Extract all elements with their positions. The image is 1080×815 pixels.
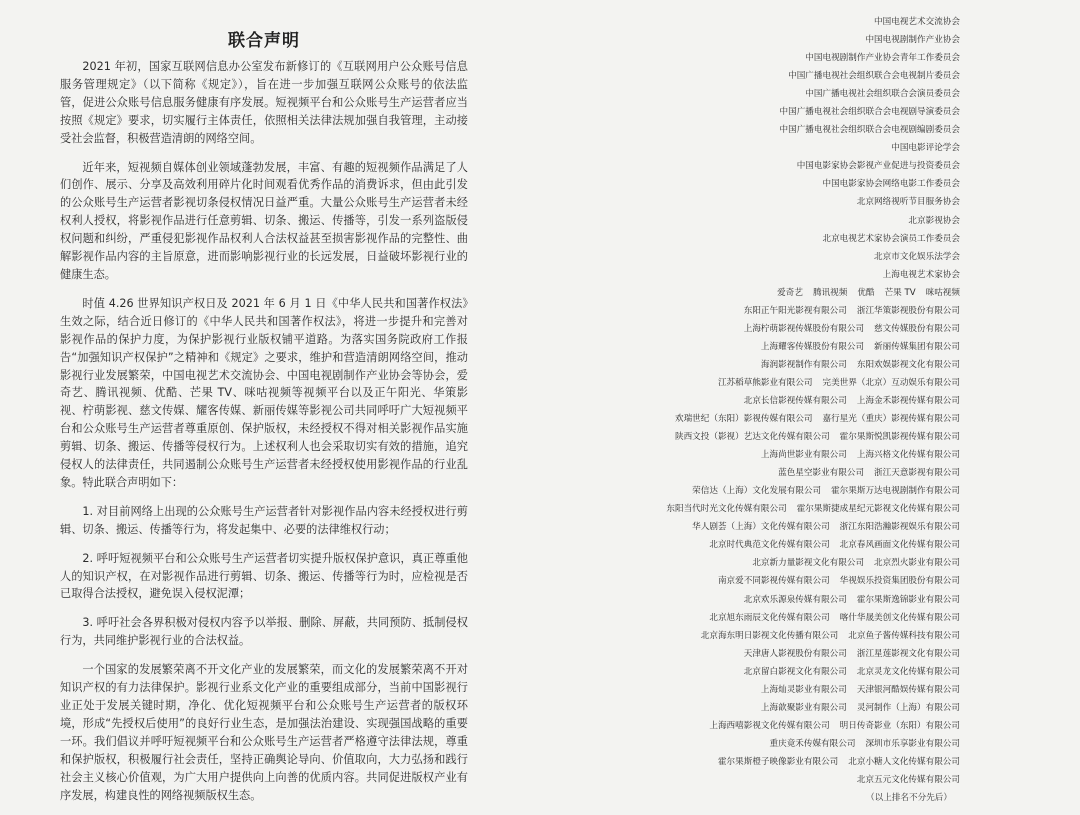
signatory-name: 霍尔果斯橙子映像影业有限公司 [717, 756, 839, 767]
ranking-note: （以上排名不分先后） [866, 793, 952, 803]
signatory-row [600, 175, 960, 193]
signatory-row [600, 302, 960, 320]
signatory-row [600, 85, 960, 103]
signatory-row [600, 428, 960, 446]
signatory-name: 北京留白影视文化有限公司 [743, 666, 847, 677]
signatory-name: 上海歆聚影业有限公司 [760, 702, 847, 713]
signatory-row [600, 320, 960, 338]
signatory-row [600, 266, 960, 284]
signatory-name: 上海金禾影视传媒有限公司 [856, 395, 960, 406]
signatory-row [600, 49, 960, 67]
signatory-name: 北京长信影视传媒有限公司 [743, 395, 847, 406]
signatory-name: 天津唐人影视股份有限公司 [743, 648, 847, 659]
signatory-name: 完美世界（北京）互动娱乐有限公司 [822, 377, 960, 388]
signatory-name: 北京烈火影业有限公司 [874, 558, 960, 569]
signatory-name: 浙江星莲影视文化有限公司 [856, 648, 960, 659]
signatory-name: 浙江华策影视股份有限公司 [856, 305, 960, 316]
signatory-row [600, 753, 960, 771]
signatory-row [600, 121, 960, 139]
signatory-name: 北京旭东雨辰文化传媒有限公司 [709, 612, 830, 623]
signatory-row [600, 13, 960, 31]
signatory-row [600, 681, 960, 699]
signatory-name: 腾讯视频 [812, 287, 848, 298]
signatory-row [600, 500, 960, 518]
signatory-name: 中国电视剧制作产业协会青年工作委员会 [805, 53, 960, 64]
signatory-name: 北京欢乐源泉传媒有限公司 [743, 594, 847, 605]
signatory-name: 北京市文化娱乐法学会 [874, 251, 960, 262]
signatory-name: 东阳当代时光文化传媒有限公司 [666, 504, 787, 515]
signatory-name: 江苏稻草熊影业有限公司 [717, 377, 813, 388]
signatory-name: 慈文传媒股份有限公司 [874, 323, 960, 334]
signatory-name: 北京电视艺术家协会演员工作委员会 [822, 233, 960, 244]
paragraph-intro: 2021 年初，国家互联网信息办公室发布新修订的《互联网用户公众账号信息服务管理规定》（以下简称《规定》），旨在进一步加强互联网公众账号的依法监管，促进公众账号信息服务健康有序发展。短视频平台和公众账号生产运营者应当按照《规定》要求，切实履行主体责任，依照相关法律法规加强自我管理，主动接受社会监督，积极营造清朗的网络空间。 [60, 60, 468, 145]
signatory-name: 上海兴格文化传媒有限公司 [856, 450, 960, 461]
signatory-row [600, 67, 960, 85]
signatory-name: 东阳正午阳光影视有限公司 [743, 305, 847, 316]
signatory-name: 喀什华晟美创文化传媒有限公司 [839, 612, 960, 623]
signatory-name: 中国电影评论学会 [891, 143, 960, 154]
statement-item-1: 1. 对目前网络上出现的公众账号生产运营者针对影视作品内容未经授权进行剪辑、切条、搬运、传播等行为，将发起集中、必要的法律维权行动； [60, 504, 468, 536]
signatory-name: 北京小糖人文化传媒有限公司 [848, 756, 960, 767]
signatory-name: 深圳市乐享影业有限公司 [865, 738, 960, 749]
signatory-list [600, 13, 960, 789]
signatory-row [600, 139, 960, 157]
signatory-name: 北京五元文化传媒有限公司 [856, 774, 960, 785]
signatory-row [600, 735, 960, 753]
signatory-row [600, 699, 960, 717]
signatory-name: 上海耀客传媒股份有限公司 [760, 341, 865, 352]
signatory-name: 上海尚世影业有限公司 [760, 450, 847, 461]
signatory-name: 嘉行星光（重庆）影视传媒有限公司 [822, 414, 960, 425]
signatory-name: 华视娱乐投资集团股份有限公司 [839, 576, 960, 587]
signatory-row [600, 464, 960, 482]
signatory-name: 霍尔果斯万达电视剧制作有限公司 [831, 486, 960, 497]
signatory-row [600, 663, 960, 681]
statement-item-2: 2. 呼吁短视频平台和公众账号生产运营者切实提升版权保护意识，真正尊重他人的知识产权，在对影视作品进行剪辑、切条、搬运、传播等行为时，应检视是否已取得合法授权，避免误入侵权泥潭； [60, 551, 468, 601]
signatory-row [600, 627, 960, 645]
signatory-name: 上海柠萌影视传媒股份有限公司 [743, 323, 865, 334]
signatory-name: 咪咕视频 [925, 287, 960, 298]
signatory-row [600, 103, 960, 121]
signatory-row [600, 31, 960, 49]
signatory-name: 陕西文投（影视）艺达文化传媒有限公司 [674, 432, 830, 443]
signatory-name: 东阳欢娱影视文化有限公司 [856, 359, 960, 370]
signatory-name: 重庆竟禾传媒有限公司 [769, 738, 856, 749]
signatory-name: 北京鱼子酱传媒科技有限公司 [848, 630, 960, 641]
signatory-name: 中国广播电视社会组织联合会电视剧导演委员会 [779, 107, 960, 118]
signatory-name: 明日传奇影业（东阳）有限公司 [839, 720, 960, 731]
signatory-name: 天津银河酷娱传媒有限公司 [856, 684, 960, 695]
signatory-name: 中国电视剧制作产业协会 [865, 35, 960, 46]
paragraph-background: 近年来，短视频自媒体创业领域蓬勃发展，丰富、有趣的短视频作品满足了人们创作、展示、分享及高效利用碎片化时间观看优秀作品的消费诉求，但由此引发的公众账号生产运营者影视切条侵权情况日益严重。大量公众账号生产运营者未经权利人授权，将影视作品进行任意剪辑、切条、搬运、传播等，引发一系列盗版侵权问题和纠纷，严重侵犯影视作品权利人合法权益甚至损害影视作品的完整性、曲解影视作品内容的主旨原意，进而影响影视行业的长远发展，日益破坏影视行业的健康生态。 [60, 160, 468, 281]
signatory-name: 蓝色星空影业有限公司 [778, 468, 865, 479]
signatory-name: 中国电影家协会网络电影工作委员会 [822, 179, 960, 190]
signatory-row [600, 157, 960, 175]
signatory-row [600, 717, 960, 735]
signatory-row [600, 482, 960, 500]
signatory-name: 北京影视协会 [908, 215, 960, 226]
paragraph-occasion: 时值 4.26 世界知识产权日及 2021 年 6 月 1 日《中华人民共和国著作权法》生效之际，结合近日修订的《中华人民共和国著作权法》，将进一步提升和完善对影视作品的保护力度，为保护影视行业版权铺平道路。为落实国务院政府工作报告“加强知识产权保护”之精神和《规定》之要求，维护和营造清朗网络空间，推动影视行业发展繁荣，中国电视艺术交流协会、中国电视剧制作产业协会等协会，爱奇艺、腾讯视频、优酷、芒果 TV、咪咕视频等视频平台以及正午阳光、华策影视、柠萌影视、慈文传媒、耀客传媒、新丽传媒等影视公司共同呼吁广大短视频平台和公众账号生产运营者尊重原创、保护版权，未经授权不得对相关影视作品实施剪辑、切条、搬运、传播等侵权行为。上述权利人也会采取切实有效的措施，追究侵权人的法律责任，共同遏制公众账号生产运营者未经授权使用影视作品的行业乱象。特此联合声明如下： [60, 296, 468, 489]
signatory-name: 中国广播电视社会组织联合会演员委员会 [805, 89, 960, 100]
signatory-name: 欢瑞世纪（东阳）影视传媒有限公司 [674, 414, 813, 425]
signatory-name: 中国广播电视社会组织联合会电视制片委员会 [788, 71, 960, 82]
statement-body [60, 28, 468, 815]
signatory-name: 北京时代典范文化传媒有限公司 [709, 540, 830, 551]
signatory-row [600, 392, 960, 410]
signatory-row [600, 193, 960, 211]
signatory-name: 北京灵龙文化传媒有限公司 [856, 666, 960, 677]
statement-item-3: 3. 呼吁社会各界积极对侵权内容予以举报、删除、屏蔽，共同预防、抵制侵权行为，共同维护影视行业的合法权益。 [60, 616, 468, 648]
signatory-row [600, 645, 960, 663]
signatory-row [600, 609, 960, 627]
signatory-name: 霍尔果斯逸锦影业有限公司 [856, 594, 960, 605]
signatory-row [600, 374, 960, 392]
signatory-row [600, 410, 960, 428]
signatory-name: 浙江天意影视有限公司 [874, 468, 960, 479]
signatory-row [600, 338, 960, 356]
signatory-name: 华人剧荟（上海）文化传媒有限公司 [692, 522, 830, 533]
signatory-name: 海润影视制作有限公司 [760, 359, 847, 370]
signatory-name: 上海电视艺术家协会 [882, 269, 960, 280]
signatory-row [600, 771, 960, 789]
signatory-name: 中国电视艺术交流协会 [874, 17, 960, 27]
signatory-name: 南京爱不同影视传媒有限公司 [717, 576, 830, 587]
signatory-name: 爱奇艺 [777, 287, 803, 298]
signatory-name: 霍尔果斯悦凯影视传媒有限公司 [839, 432, 960, 443]
signatory-row [600, 356, 960, 374]
signatory-name: 北京网络视听节目服务协会 [856, 197, 960, 208]
signatory-name: 上海灿灵影业有限公司 [760, 684, 847, 695]
signatory-row [600, 248, 960, 266]
signatory-row [600, 284, 960, 302]
signatory-name: 新丽传媒集团有限公司 [874, 341, 960, 352]
signatory-name: 荣信达（上海）文化发展有限公司 [692, 486, 822, 497]
signatory-row [600, 446, 960, 464]
signatory-row [600, 212, 960, 230]
document-title: 联合声明 [228, 31, 300, 51]
signatory-row [600, 230, 960, 248]
signatory-name: 北京春风画面文化传媒有限公司 [839, 540, 960, 551]
signatory-name: 霍尔果斯捷成星纪元影视文化传媒有限公司 [796, 504, 960, 515]
signatory-name: 优酷 [857, 287, 875, 298]
paragraph-conclusion: 一个国家的发展繁荣离不开文化产业的发展繁荣，而文化的发展繁荣离不开对知识产权的有力法律保护。影视行业系文化产业的重要组成部分，当前中国影视行业正处于发展关键时期，净化、优化短视频平台和公众账号生产运营者的版权环境，形成“先授权后使用”的良好行业生态，是加强法治建设、实现强国战略的重要一环。我们倡议并呼吁短视频平台和公众账号生产运营者严格遵守法律法规，尊重和保护版权，积极履行社会责任，坚持正确舆论导向、价值取向，大力弘扬和践行社会主义核心价值观，为广大用户提供向上向善的优质内容。共同促进版权产业有序发展，构建良性的网络视频版权生态。 [60, 663, 468, 802]
signatory-name: 北京海东明日影视文化传播有限公司 [700, 630, 839, 641]
signatory-row [600, 591, 960, 609]
signatory-name: 芒果 TV [884, 287, 916, 298]
signatory-name: 中国电影家协会影视产业促进与投资委员会 [796, 161, 960, 172]
signatory-name: 灵河制作（上海）有限公司 [856, 702, 960, 713]
signatory-name: 浙江东阳浩瀚影视娱乐有限公司 [839, 522, 960, 533]
signatory-row [600, 536, 960, 554]
signatory-name: 北京新力量影视文化有限公司 [752, 558, 865, 569]
signatory-row [600, 572, 960, 590]
signatory-row [600, 518, 960, 536]
signatory-name: 上海西嘻影视文化传媒有限公司 [709, 720, 830, 731]
signatory-row [600, 554, 960, 572]
signatory-name: 中国广播电视社会组织联合会电视剧编剧委员会 [779, 125, 960, 136]
